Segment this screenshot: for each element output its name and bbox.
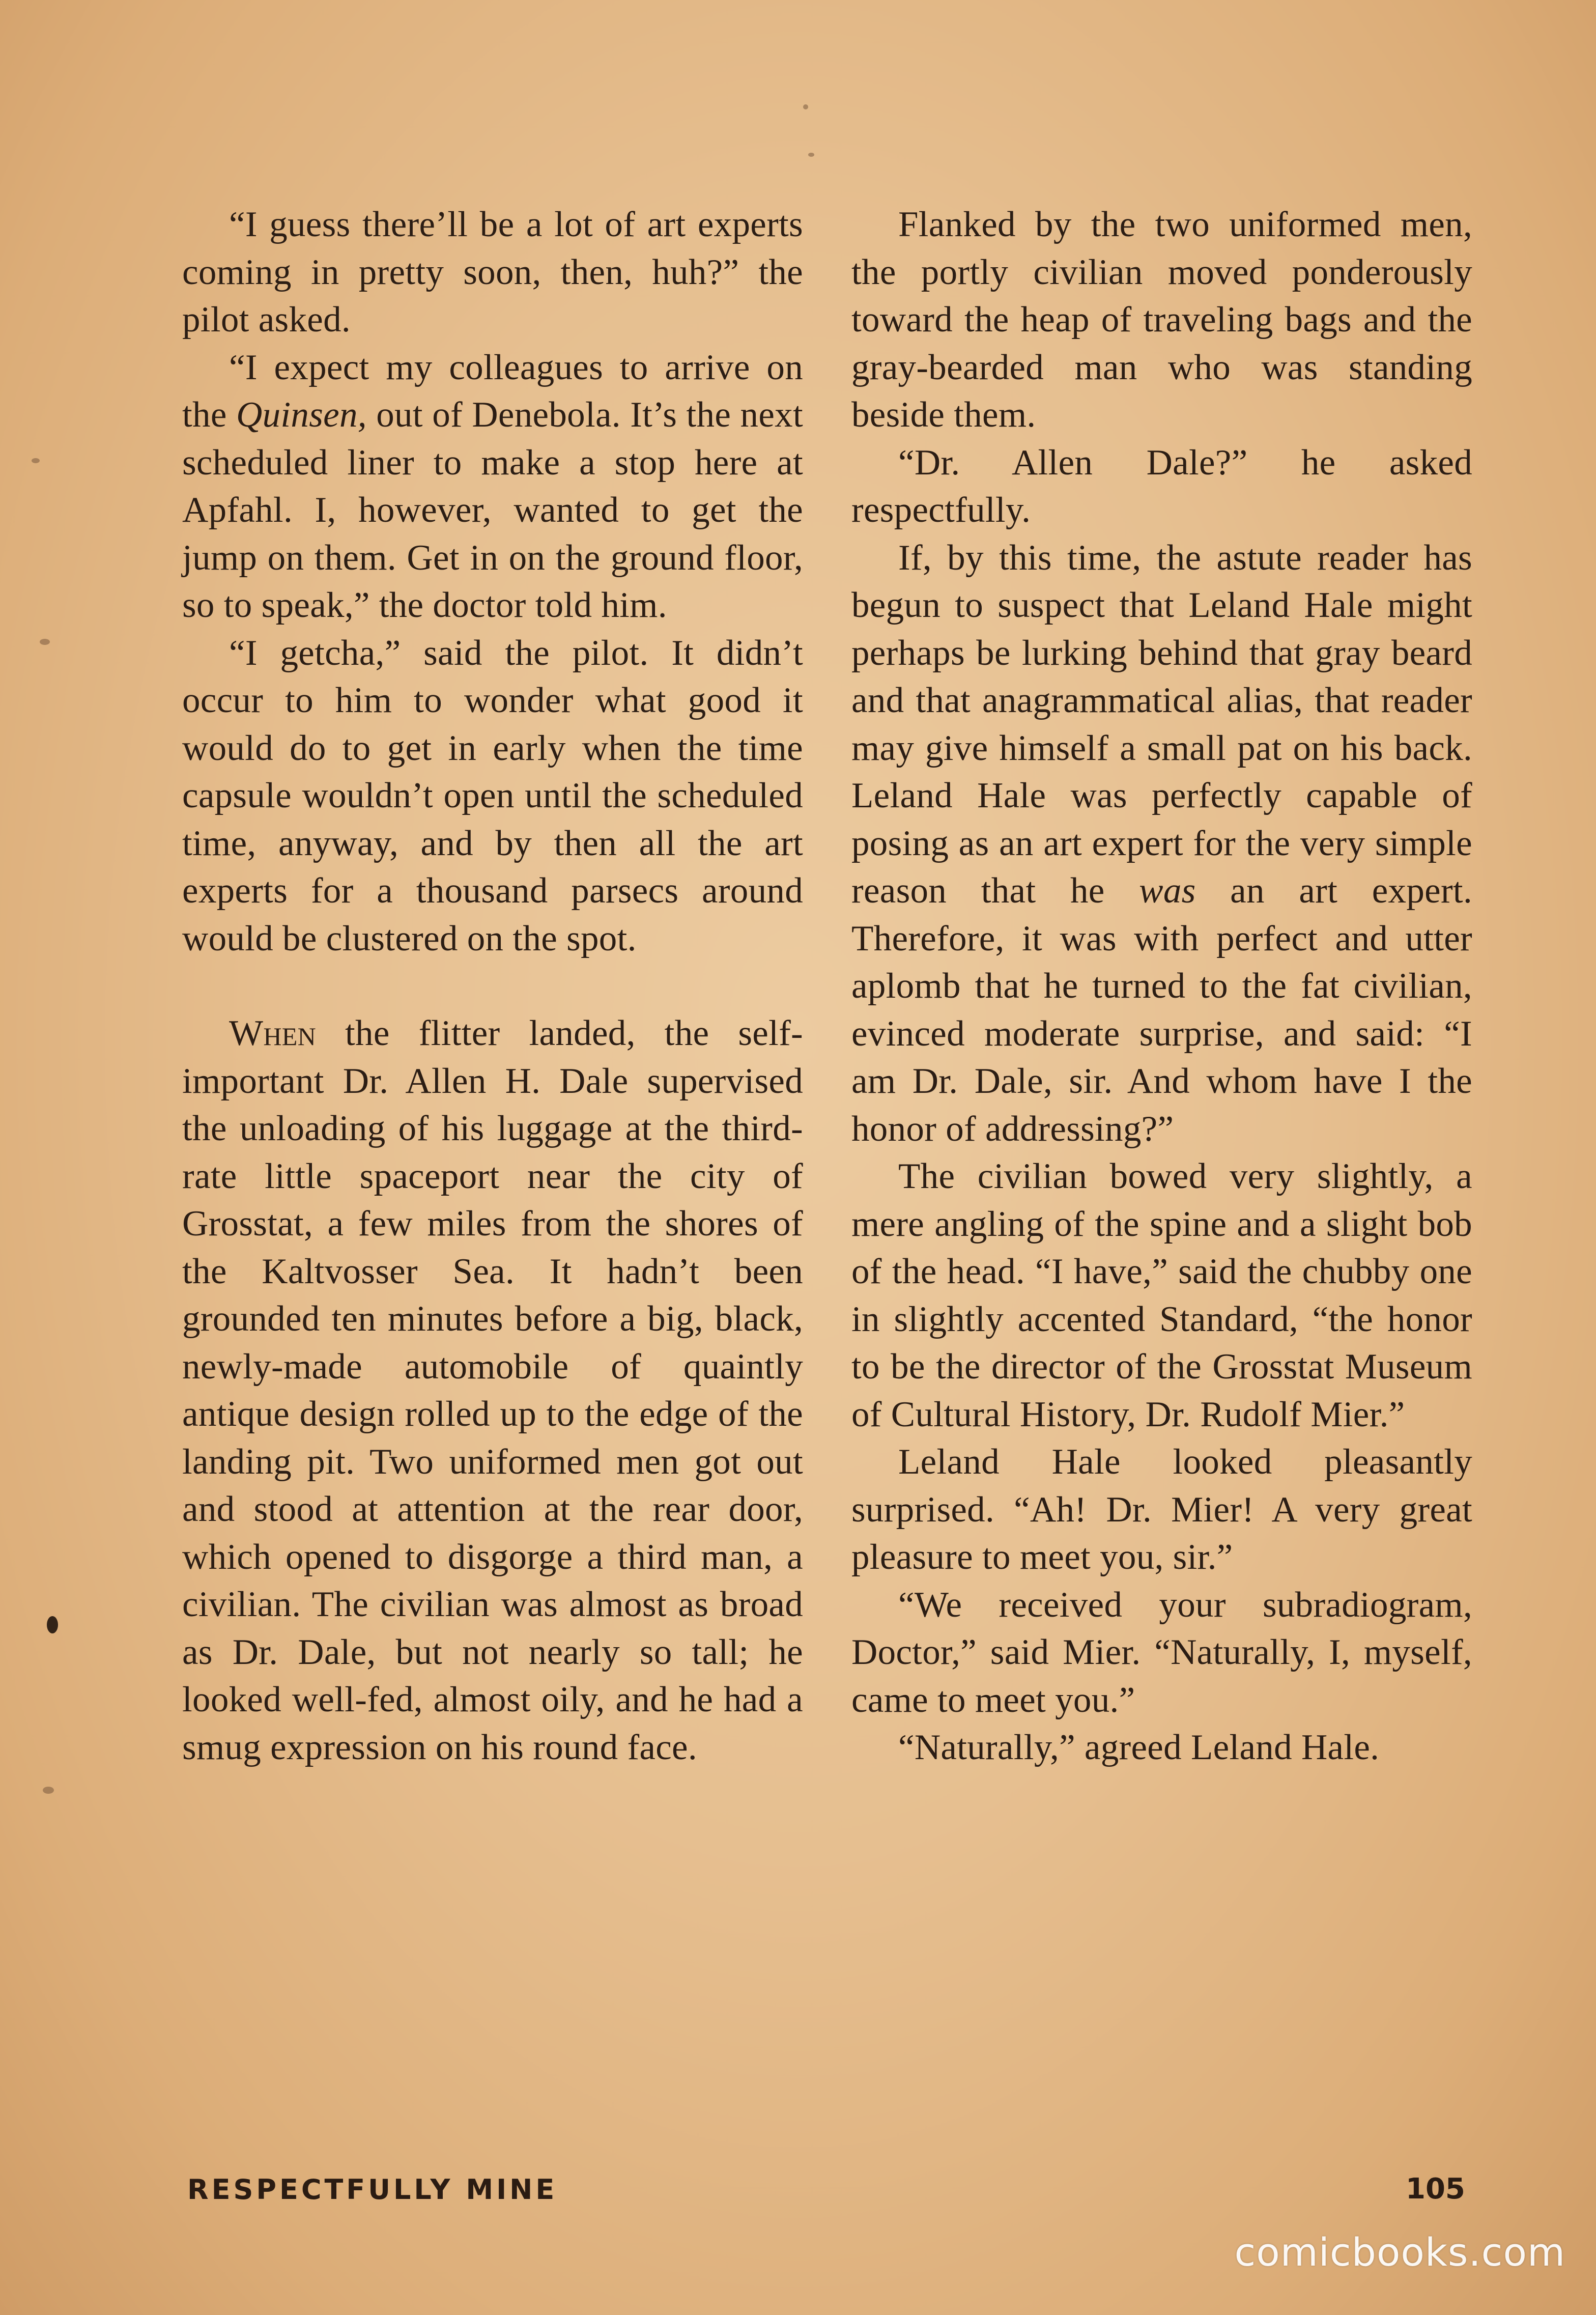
- paragraph: [182, 201, 803, 344]
- ship-name-italic: Quinsen,: [236, 395, 367, 435]
- paper-speck: [803, 104, 808, 109]
- paragraph: [851, 439, 1472, 534]
- paragraph-text: “Naturally,” agreed Leland Hale.: [898, 1728, 1380, 1767]
- paragraph: [851, 1153, 1472, 1438]
- paragraph: [851, 534, 1472, 1153]
- paragraph-text: Flanked by the two uniformed men, the portly civilian moved ponderously toward the heap of traveling bags and the gray-bearded man who was standing beside them.: [851, 205, 1472, 435]
- paper-speck: [40, 639, 50, 645]
- paragraph: [182, 344, 803, 630]
- right-text-column: [851, 201, 1472, 1772]
- paragraph-text: “I getcha,” said the pilot. It didn’t occur to him to wonder what good it would do to get in early when the time capsule wouldn’t open until the scheduled time, anyway, and by then all the art experts for a thousand parsecs around would be clustered on the spot.: [182, 633, 803, 958]
- paragraph-text: the flitter landed, the self-important Dr. Allen H. Dale supervised the unloading of his luggage at the third-rate little spaceport near the city of Grosstat, a few miles from the shores of the Kaltvosser Sea. It hadn’t been grounded ten minutes before a big, black, newly-made automobile of quaintly antique design rolled up to the edge of the landing pit. Two uniformed men got out and stood at attention at the rear door, which opened to disgorge a third man, a civilian. The civilian was almost as broad as Dr. Dale, but not nearly so tall; he looked well-fed, almost oily, and he had a smug expression on his round face.: [182, 1013, 803, 1767]
- paragraph-text: an art expert. Therefore, it was with perfect and utter aplomb that he turned to the fat civilian, evinced moderate surprise, and said: “I am Dr. Dale, sir. And whom have I the honor of addressing?”: [851, 871, 1472, 1149]
- paragraph: [182, 630, 803, 963]
- paper-speck: [808, 153, 814, 157]
- emphasis-italic: was: [1139, 871, 1196, 911]
- paragraph-text: “We received your subradiogram, Doctor,” said Mier. “Naturally, I, myself, came to meet you.”: [851, 1585, 1472, 1720]
- paragraph: [851, 1724, 1472, 1772]
- running-title: RESPECTFULLY MINE: [187, 2173, 558, 2206]
- paragraph-text: “Dr. Allen Dale?” he asked respectfully.: [851, 442, 1472, 530]
- paragraph: [851, 1438, 1472, 1582]
- binding-hole: [47, 1616, 58, 1633]
- left-text-column: [182, 201, 803, 1771]
- paragraph-text: The civilian bowed very slightly, a mere angling of the spine and a slight bob of the head. “I have,” said the chubby one in slightly accented Standard, “the honor to be the director of the Grosstat Museum of Cultural History, Dr. Rudolf Mier.”: [851, 1156, 1472, 1434]
- section-lead-word: When: [229, 1013, 316, 1053]
- site-watermark: comicbooks.com: [1234, 2229, 1565, 2275]
- paragraph-text: “I guess there’ll be a lot of art experts coming in pretty soon, then, huh?” the pilot asked.: [182, 205, 803, 340]
- paragraph-text: If, by this time, the astute reader has begun to suspect that Leland Hale might perhaps be lurking behind that gray beard and that anagrammatical alias, that reader may give himself a small pat on his back. Leland Hale was perfectly capable of posing as an art expert for the very simple reason that he: [851, 538, 1472, 911]
- paper-speck: [32, 458, 40, 463]
- paragraph-text: “I expect my colleagues to arrive on the: [182, 347, 803, 435]
- section-paragraph: [182, 1010, 803, 1771]
- paragraph-text: out of Denebola. It’s the next scheduled liner to make a stop here at Apfahl. I, however, wanted to get the jump on them. Get in on the ground floor, so to speak,” the doctor told him.: [182, 395, 803, 625]
- paper-speck: [43, 1787, 54, 1794]
- paragraph: [851, 1582, 1472, 1725]
- paragraph: [851, 201, 1472, 439]
- page-number: 105: [1406, 2172, 1465, 2206]
- paragraph-text: Leland Hale looked pleasantly surprised. “Ah! Dr. Mier! A very great pleasure to meet you, sir.”: [851, 1442, 1472, 1577]
